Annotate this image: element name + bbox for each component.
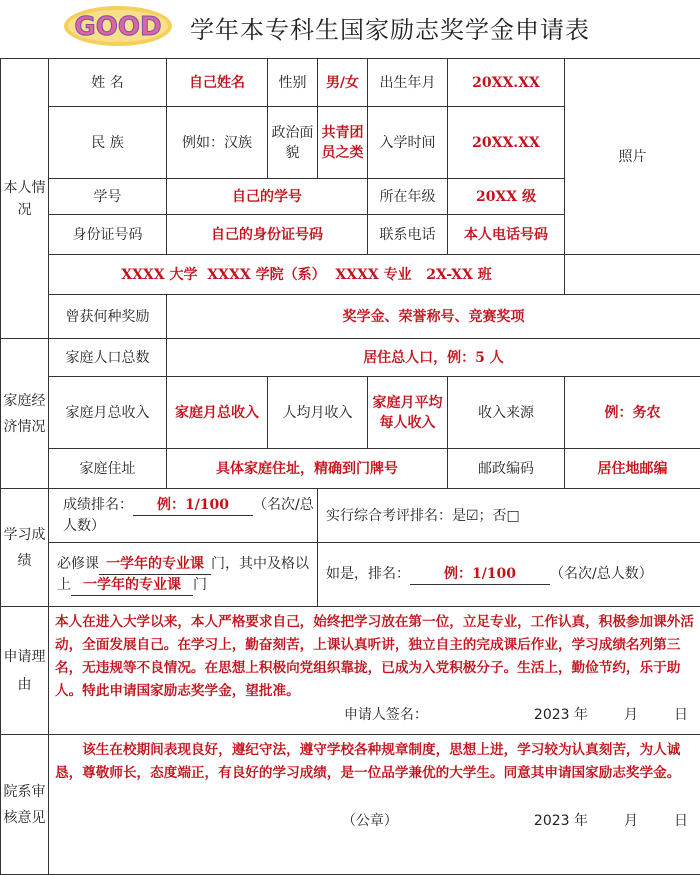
- awards-value[interactable]: 奖学金、荣誉称号、竞赛奖项: [167, 295, 700, 339]
- form-title: 学年本专科生国家励志奖学金申请表: [190, 10, 590, 45]
- photo-cell-extension: [565, 255, 700, 295]
- name-value[interactable]: 自己姓名: [167, 59, 268, 107]
- review-signature-line: [55, 811, 694, 831]
- application-form: [0, 58, 700, 875]
- svg-text:GOOD: GOOD: [74, 12, 161, 42]
- grade-label: 所在年级: [368, 179, 448, 215]
- political-value[interactable]: 共青团员之类: [318, 107, 368, 179]
- review-month: 月: [624, 811, 638, 831]
- seal-label[interactable]: （公章）: [342, 811, 398, 831]
- birth-value[interactable]: 20XX.XX: [448, 59, 565, 107]
- phone-value[interactable]: 本人电话号码: [448, 215, 565, 255]
- required-prefix: 必修课: [57, 556, 99, 572]
- postcode-label: 邮政编码: [448, 449, 565, 489]
- eval-text[interactable]: 实行综合考评排名：是☑；否□: [318, 489, 700, 543]
- awards-label: 曾获何种奖励: [49, 295, 167, 339]
- review-cell: [49, 735, 700, 875]
- required-row: [49, 543, 318, 607]
- enroll-value[interactable]: 20XX.XX: [448, 107, 565, 179]
- id-card-label: 身份证号码: [49, 215, 167, 255]
- section-reason: 申请理由: [1, 607, 49, 735]
- reason-signature-line: [55, 705, 694, 725]
- id-card-value[interactable]: 自己的身份证号码: [167, 215, 368, 255]
- reason-month: 月: [624, 705, 638, 725]
- review-text[interactable]: 该生在校期间表现良好，遵纪守法，遵守学校各种规章制度，思想上进，学习较为认真刻苦，为人诚恳，尊敬师长，态度端正，有良好的学习成绩，是一位品学兼优的大学生。同意其申请国家励志奖学金。: [55, 739, 694, 785]
- phone-label: 联系电话: [368, 215, 448, 255]
- address-label: 家庭住址: [49, 449, 167, 489]
- rank-row: [49, 489, 318, 543]
- form-header: [0, 0, 700, 56]
- name-label: 姓 名: [49, 59, 167, 107]
- review-year: 2023 年: [534, 811, 588, 831]
- rank-prefix: 成绩排名：: [63, 497, 133, 513]
- pass-suffix: 门: [193, 577, 207, 593]
- income-source-value[interactable]: 例：务农: [565, 377, 700, 449]
- ethnic-value[interactable]: 例如：汉族: [167, 107, 268, 179]
- section-family: 家庭经济情况: [1, 339, 49, 489]
- monthly-income-value[interactable]: 家庭月总收入: [167, 377, 268, 449]
- reason-day: 日: [674, 705, 688, 725]
- rank2-value[interactable]: 例：1/100: [410, 564, 550, 585]
- section-study: 学习成绩: [1, 489, 49, 607]
- section-personal: 本人情况: [1, 59, 49, 339]
- income-source-label: 收入来源: [448, 377, 565, 449]
- photo-cell[interactable]: 照片: [565, 59, 700, 255]
- section-review: 院系审核意见: [1, 735, 49, 875]
- reason-text[interactable]: 本人在进入大学以来，本人严格要求自己，始终把学习放在第一位，立足专业，工作认真，积极参加课外活动，全面发展自己。在学习上，勤奋刻苦，上课认真听讲，独立自主的完成课后作业，学习成绩名列第三名，无违规等不良情况。在思想上积极向党组织靠拢，已成为入党积极分子。生活上，勤俭节约，乐于助人。特此申请国家励志奖学金，望批准。: [55, 611, 694, 703]
- review-day: 日: [674, 811, 688, 831]
- address-value[interactable]: 具体家庭住址，精确到门牌号: [167, 449, 448, 489]
- grade-value[interactable]: 20XX 级: [448, 179, 565, 215]
- rank2-suffix: （名次/总人数）: [550, 566, 653, 582]
- applicant-signature-label[interactable]: 申请人签名：: [344, 705, 428, 725]
- reason-cell: [49, 607, 700, 735]
- rank-value[interactable]: 例：1/100: [133, 495, 253, 516]
- monthly-income-label: 家庭月总收入: [49, 377, 167, 449]
- student-id-label: 学号: [49, 179, 167, 215]
- enroll-label: 入学时间: [368, 107, 448, 179]
- required-value[interactable]: 一学年的专业课: [99, 554, 211, 575]
- political-label: 政治面貌: [268, 107, 318, 179]
- gender-label: 性别: [268, 59, 318, 107]
- population-value[interactable]: 居住总人口，例：5 人: [167, 339, 700, 377]
- population-label: 家庭人口总数: [49, 339, 167, 377]
- ethnic-label: 民 族: [49, 107, 167, 179]
- per-capita-value[interactable]: 家庭月平均每人收入: [368, 377, 448, 449]
- student-id-value[interactable]: 自己的学号: [167, 179, 368, 215]
- gender-value[interactable]: 男/女: [318, 59, 368, 107]
- pass-value[interactable]: 一学年的专业课: [71, 575, 193, 596]
- birth-label: 出生年月: [368, 59, 448, 107]
- rank2-prefix: 如是，排名：: [326, 566, 410, 582]
- required-mid: 门，其中及格以上: [57, 556, 309, 593]
- per-capita-label: 人均月收入: [268, 377, 368, 449]
- rank2-row: [318, 543, 700, 607]
- postcode-value[interactable]: 居住地邮编: [565, 449, 700, 489]
- reason-year: 2023 年: [534, 705, 588, 725]
- school-line[interactable]: XXXX 大学 XXXX 学院（系） XXXX 专业 2X-XX 班: [49, 255, 565, 295]
- rank-suffix: （名次/总人数）: [63, 497, 314, 534]
- good-logo-icon: [62, 2, 174, 48]
